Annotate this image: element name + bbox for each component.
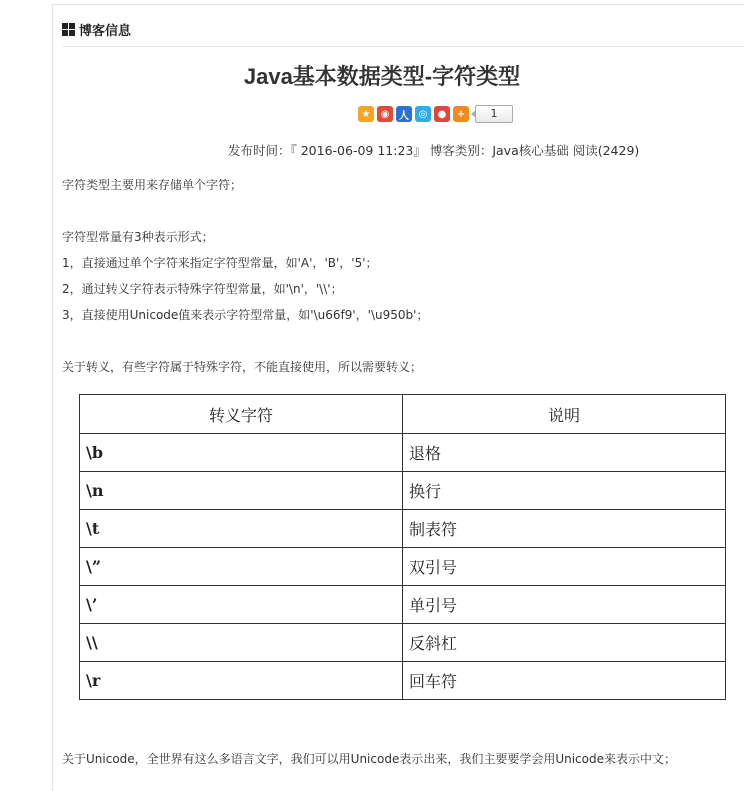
table-cell: 制表符 [403, 510, 726, 548]
table-cell: 回车符 [403, 662, 726, 700]
tencent-weibo-share-icon[interactable]: ● [434, 106, 450, 122]
more-share-icon[interactable]: + [453, 106, 469, 122]
table-row [80, 510, 726, 548]
table-header: 说明 [403, 395, 726, 434]
paragraph: 关于转义，有些字符属于特殊字符，不能直接使用，所以需要转义； [62, 360, 423, 374]
share-bar [358, 105, 513, 123]
table-header-row [80, 395, 726, 434]
table-row [80, 548, 726, 586]
share-count[interactable]: 1 [475, 105, 513, 123]
table-cell: 单引号 [403, 586, 726, 624]
paragraph: 字符型常量有3种表示形式； [62, 230, 214, 244]
table-row [80, 624, 726, 662]
paragraph: 关于Unicode，全世界有这么多语言文字，我们可以用Unicode表示出来，我们主要要学会用Unicode来表示中文； [62, 752, 676, 766]
paragraph: 1，直接通过单个字符来指定字符型常量，如'A'，'B'，'5'； [62, 256, 378, 270]
section-title: 博客信息 [79, 23, 132, 39]
grid-icon [62, 23, 75, 36]
table-cell: \\ [80, 624, 403, 662]
article-title: Java基本数据类型-字符类型 [243, 64, 521, 89]
section-header [62, 12, 744, 47]
table-row [80, 472, 726, 510]
favorite-share-icon[interactable]: ★ [358, 106, 374, 122]
article-meta: 发布时间：『 2016-06-09 11:23』 博客类别：Java核心基础 阅读(2429) [228, 143, 640, 158]
table-cell: 退格 [403, 434, 726, 472]
table-row [80, 586, 726, 624]
renren-share-icon[interactable]: 人 [396, 106, 412, 122]
table-cell: \n [80, 472, 403, 510]
table-header: 转义字符 [80, 395, 403, 434]
qzone-share-icon[interactable]: ◎ [415, 106, 431, 122]
table-cell: \b [80, 434, 403, 472]
table-cell: 反斜杠 [403, 624, 726, 662]
table-row [80, 434, 726, 472]
table-cell: \’ [80, 586, 403, 624]
paragraph: 2，通过转义字符表示特殊字符型常量，如'\n'，'\\'； [62, 282, 343, 296]
table-row [80, 662, 726, 700]
paragraph: 3，直接使用Unicode值来表示字符型常量，如'\u66f9'，'\u950b'； [62, 308, 429, 322]
table-cell: \” [80, 548, 403, 586]
table-cell: \t [80, 510, 403, 548]
table-cell: \r [80, 662, 403, 700]
paragraph: 字符类型主要用来存储单个字符； [62, 178, 243, 192]
weibo-share-icon[interactable]: ◉ [377, 106, 393, 122]
escape-table [79, 394, 726, 700]
table-cell: 换行 [403, 472, 726, 510]
table-cell: 双引号 [403, 548, 726, 586]
